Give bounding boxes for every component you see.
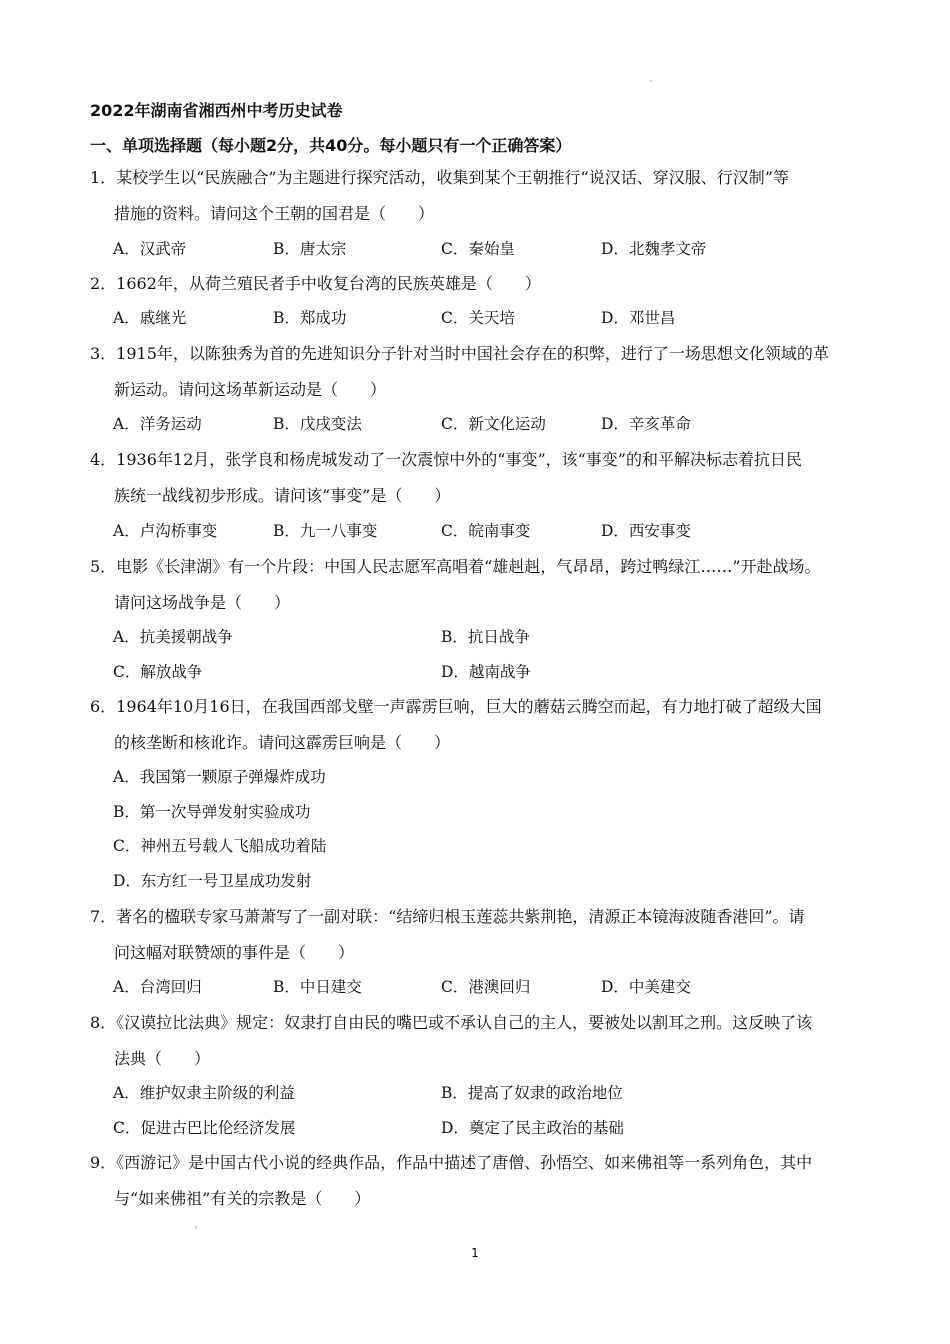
question-5 <box>90 549 880 620</box>
question-8 <box>90 1005 880 1076</box>
question-6 <box>90 689 880 760</box>
question-line: 7．著名的楹联专家马萧萧写了一副对联：“结缔归根玉莲蕊共紫荆艳，清源正本镜海波随香港回”。请 <box>90 907 805 926</box>
option-c: C．神州五号载人飞船成功着陆 <box>113 837 327 855</box>
option-c: C．促进古巴比伦经济发展 <box>113 1119 296 1137</box>
option-b: B．提高了奴隶的政治地位 <box>441 1084 623 1102</box>
option-b: B．第一次导弹发射实验成功 <box>113 803 311 821</box>
option-d: D．辛亥革命 <box>601 415 691 433</box>
question-line: 法典（ ） <box>114 1048 211 1068</box>
option-b: B．唐太宗 <box>273 240 347 258</box>
option-c: C．皖南事变 <box>441 522 531 540</box>
scan-dot <box>650 80 652 82</box>
exam-title: 2022年湖南省湘西州中考历史试卷 <box>90 101 343 120</box>
option-c: C．关天培 <box>441 309 515 327</box>
option-d: D．东方红一号卫星成功发射 <box>113 872 312 890</box>
option-d: D．西安事变 <box>601 522 691 540</box>
option-a: A．台湾回归 <box>113 978 202 996</box>
question-7 <box>90 899 880 970</box>
option-b: B．抗日战争 <box>441 628 530 646</box>
option-d: D．越南战争 <box>441 663 531 681</box>
question-line: 9．《西游记》是中国古代小说的经典作品，作品中描述了唐僧、孙悟空、如来佛祖等一系列角色，其中 <box>90 1153 813 1172</box>
question-4 <box>90 442 880 513</box>
option-b: B．戊戌变法 <box>273 415 362 433</box>
option-c: C．港澳回归 <box>441 978 531 996</box>
question-1 <box>90 160 880 231</box>
option-a: A．我国第一颗原子弹爆炸成功 <box>113 768 326 786</box>
option-c: C．秦始皇 <box>441 240 515 258</box>
page-number: 1 <box>471 1246 479 1260</box>
section-heading: 一、单项选择题（每小题2分，共40分。每小题只有一个正确答案） <box>90 136 572 155</box>
option-b: B．郑成功 <box>273 309 347 327</box>
question-line: 请问这场战争是（ ） <box>114 592 291 612</box>
option-d: D．奠定了民主政治的基础 <box>441 1119 624 1137</box>
option-b: B．中日建交 <box>273 978 362 996</box>
question-3 <box>90 336 880 407</box>
option-c: C．解放战争 <box>113 663 203 681</box>
question-line: 6．1964年10月16日，在我国西部戈壁一声霹雳巨响，巨大的蘑菇云腾空而起，有力地打破了超级大国 <box>90 697 822 716</box>
option-a: A．戚继光 <box>113 309 187 327</box>
option-a: A．抗美援朝战争 <box>113 628 233 646</box>
scan-dot <box>195 1226 197 1228</box>
question-line: 族统一战线初步形成。请问该“事变”是（ ） <box>114 485 451 505</box>
option-a: A．洋务运动 <box>113 415 202 433</box>
option-a: A．汉武帝 <box>113 240 187 258</box>
question-line: 问这幅对联赞颂的事件是（ ） <box>114 942 355 962</box>
question-line: 5．电影《长津湖》有一个片段：中国人民志愿军高唱着“雄赳赳，气昂昂，跨过鸭绿江……”开赴战场。 <box>90 557 821 576</box>
option-d: D．邓世昌 <box>601 309 676 327</box>
question-line: 1．某校学生以“民族融合”为主题进行探究活动，收集到某个王朝推行“说汉话、穿汉服、行汉制”等 <box>90 168 789 187</box>
option-b: B．九一八事变 <box>273 522 378 540</box>
question-2 <box>90 266 880 302</box>
question-9 <box>90 1145 880 1216</box>
question-line: 2．1662年，从荷兰殖民者手中收复台湾的民族英雄是（ ） <box>90 274 541 293</box>
option-a: A．卢沟桥事变 <box>113 522 218 540</box>
option-d: D．北魏孝文帝 <box>601 240 707 258</box>
option-c: C．新文化运动 <box>441 415 546 433</box>
question-line: 4．1936年12月，张学良和杨虎城发动了一次震惊中外的“事变”，该“事变”的和平解决标志着抗日民 <box>90 450 802 469</box>
question-line: 3．1915年，以陈独秀为首的先进知识分子针对当时中国社会存在的积弊，进行了一场思想文化领域的革 <box>90 344 829 363</box>
option-d: D．中美建交 <box>601 978 691 996</box>
question-line: 新运动。请问这场革新运动是（ ） <box>114 379 387 399</box>
question-line: 措施的资料。请问这个王朝的国君是（ ） <box>114 203 435 223</box>
question-line: 8．《汉谟拉比法典》规定：奴隶打自由民的嘴巴或不承认自己的主人，要被处以割耳之刑。这反映了该 <box>90 1013 813 1032</box>
question-line: 与“如来佛祖”有关的宗教是（ ） <box>114 1188 371 1208</box>
option-a: A．维护奴隶主阶级的利益 <box>113 1084 295 1102</box>
question-line: 的核垄断和核讹诈。请问这霹雳巨响是（ ） <box>114 732 451 752</box>
